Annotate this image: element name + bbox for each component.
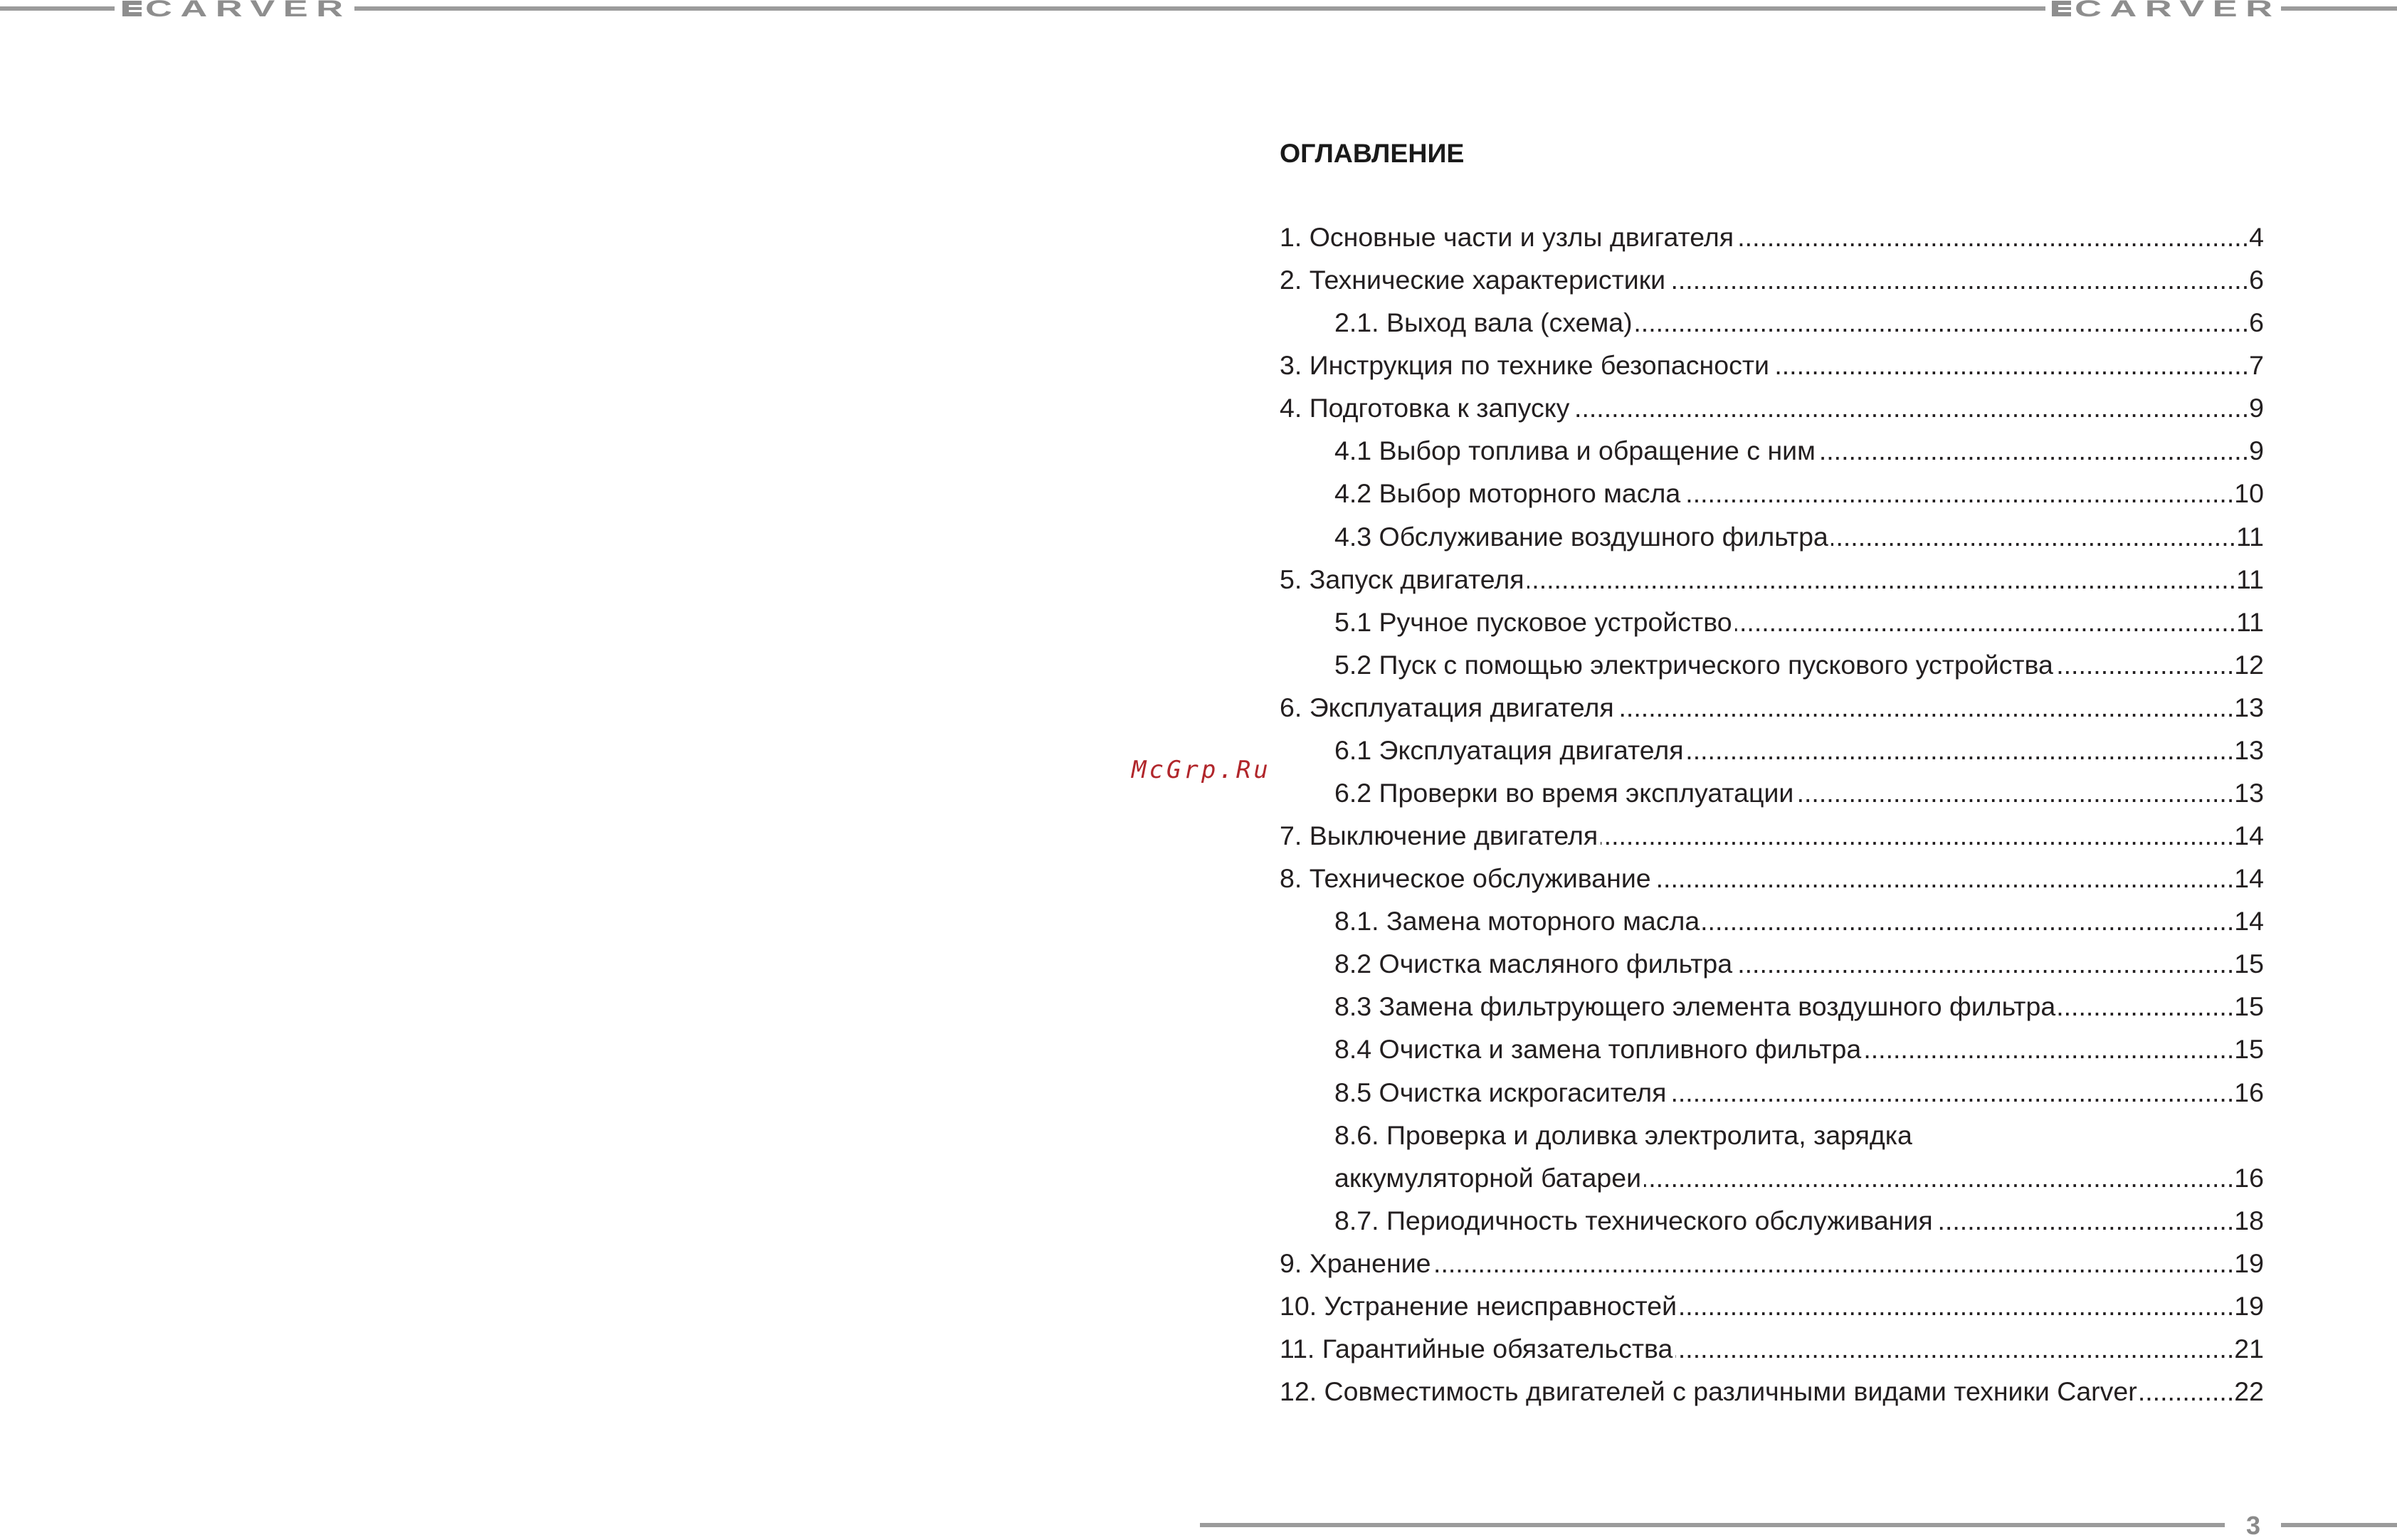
dot-leader	[1831, 515, 2236, 558]
toc-entry	[1280, 1370, 2264, 1413]
toc-subentry-continuation	[1334, 1156, 2264, 1199]
toc-entry-title: 8.2 Очистка масляного фильтра	[1334, 949, 1733, 979]
dot-leader	[1601, 814, 2234, 857]
toc-entry-title: 10. Устранение неисправностей	[1280, 1290, 1677, 1321]
toc-entry-title: 1. Основные части и узлы двигателя	[1280, 222, 1734, 252]
dot-leader	[1683, 472, 2234, 515]
toc-entry	[1280, 1285, 2264, 1327]
dot-leader	[1675, 1327, 2234, 1370]
toc-entry-page: 13	[2234, 734, 2264, 765]
toc-entry-title: 8.1. Замена моторного масла	[1334, 906, 1700, 937]
dot-leader	[1527, 558, 2236, 601]
toc-subentry	[1334, 429, 2264, 472]
carver-logo-mark-icon	[2052, 1, 2071, 16]
toc-entry-title: 8.3 Замена фильтрующего элемента воздушного фильтра	[1334, 991, 2056, 1022]
toc-entry-title: 8.7. Периодичность технического обслуживания	[1334, 1205, 1933, 1235]
toc-entry-page: 4	[2249, 222, 2264, 252]
toc-entry-page: 16	[2234, 1162, 2264, 1193]
toc-entry-page: 18	[2234, 1205, 2264, 1235]
watermark-text: McGrp.Ru	[1132, 756, 1271, 784]
toc-entry-page: 15	[2234, 1034, 2264, 1065]
toc-entry-title: 8.6. Проверка и доливка электролита, зарядка	[1334, 1119, 1912, 1150]
dot-leader	[1680, 1285, 2234, 1327]
toc-entry-page: 13	[2234, 692, 2264, 722]
toc-subentry	[1334, 601, 2264, 643]
toc-entry-title: 8.4 Очистка и замена топливного фильтра	[1334, 1034, 1862, 1065]
dot-leader	[1737, 216, 2249, 258]
page-title: ОГЛАВЛЕНИЕ	[1280, 138, 1465, 168]
carver-logo-mark-icon	[122, 1, 142, 16]
toc-entry-page: 6	[2249, 307, 2264, 338]
dot-leader	[1864, 1028, 2234, 1070]
toc-subentry	[1334, 1028, 2264, 1070]
toc-entry-title: 4. Подготовка к запуску	[1280, 393, 1570, 423]
toc-entry-page: 16	[2234, 1077, 2264, 1107]
dot-leader	[1735, 601, 2236, 643]
toc-entry-title-continued: аккумуляторной батареи	[1334, 1162, 1642, 1193]
toc-subentry	[1334, 985, 2264, 1028]
toc-entry-page: 15	[2234, 949, 2264, 979]
toc-entry-title: 11. Гарантийные обязательства	[1280, 1334, 1673, 1364]
toc-entry-title: 6. Эксплуатация двигателя	[1280, 692, 1614, 722]
toc-entry-title: 4.3 Обслуживание воздушного фильтра	[1334, 521, 1828, 552]
toc-subentry	[1334, 515, 2264, 558]
dot-leader	[2056, 643, 2234, 686]
toc-entry-title: 8.5 Очистка искрогасителя	[1334, 1077, 1667, 1107]
table-of-contents	[0, 216, 2397, 1413]
toc-entry	[1280, 857, 2264, 900]
toc-entry-title: 12. Совместимость двигателей с различными видами техники Carver	[1280, 1376, 2137, 1407]
toc-entry-page: 21	[2234, 1334, 2264, 1364]
toc-entry-page: 12	[2234, 649, 2264, 680]
dot-leader	[1772, 344, 2249, 386]
dot-leader	[1702, 900, 2234, 942]
toc-subentry	[1334, 1071, 2264, 1114]
footer-rule-left	[1200, 1523, 2225, 1527]
toc-entry-page: 14	[2234, 821, 2264, 851]
toc-entry-page: 14	[2234, 906, 2264, 937]
dot-leader	[1434, 1242, 2235, 1285]
toc-entry	[1280, 258, 2264, 301]
dot-leader	[2058, 985, 2234, 1028]
dot-leader	[1669, 1071, 2234, 1114]
toc-subentry	[1334, 1199, 2264, 1242]
toc-subentry	[1334, 643, 2264, 686]
toc-entry-title: 2. Технические характеристики	[1280, 265, 1666, 295]
dot-leader	[1654, 857, 2235, 900]
toc-entry-title: 6.2 Проверки во время эксплуатации	[1334, 778, 1794, 808]
toc-entry-page: 11	[2236, 564, 2264, 594]
dot-leader	[1572, 386, 2249, 429]
toc-entry-page: 10	[2234, 478, 2264, 509]
toc-entry-title: 5.1 Ручное пусковое устройство	[1334, 606, 1732, 637]
dot-leader	[1668, 258, 2249, 301]
header-rule-middle	[354, 6, 2045, 11]
toc-subentry	[1334, 771, 2264, 814]
toc-entry-title: 4.2 Выбор моторного масла	[1334, 478, 1681, 509]
toc-entry	[1280, 1242, 2264, 1285]
dot-leader	[2140, 1370, 2235, 1413]
toc-entry-page: 9	[2249, 393, 2264, 423]
toc-entry-title: 9. Хранение	[1280, 1248, 1431, 1278]
toc-entry-page: 15	[2234, 991, 2264, 1022]
header-rule-right	[2281, 6, 2397, 11]
dot-leader	[1796, 771, 2234, 814]
toc-entry-page: 19	[2234, 1290, 2264, 1321]
toc-entry	[1280, 1327, 2264, 1370]
header-logo-left: CARVER	[145, 0, 352, 21]
toc-subentry	[1334, 942, 2264, 985]
dot-leader	[1617, 686, 2235, 729]
toc-entry	[1280, 814, 2264, 857]
dot-leader	[1818, 429, 2249, 472]
page-number: 3	[2245, 1511, 2261, 1540]
toc-entry-title: 8. Техническое обслуживание	[1280, 863, 1651, 894]
toc-entry-page: 19	[2234, 1248, 2264, 1278]
toc-entry-title: 2.1. Выход вала (схема)	[1334, 307, 1633, 338]
toc-entry-title: 4.1 Выбор топлива и обращение с ним	[1334, 436, 1816, 466]
toc-entry-page: 14	[2234, 863, 2264, 894]
toc-entry-page: 13	[2234, 778, 2264, 808]
toc-entry-title: 3. Инструкция по технике безопасности	[1280, 350, 1769, 381]
toc-subentry	[1334, 301, 2264, 344]
toc-subentry	[1334, 1114, 2264, 1156]
dot-leader	[1735, 942, 2234, 985]
dot-leader	[1635, 301, 2249, 344]
toc-entry-page: 22	[2234, 1376, 2264, 1407]
toc-entry-title: 6.1 Эксплуатация двигателя	[1334, 734, 1684, 765]
toc-entry	[1280, 686, 2264, 729]
header-rule-left	[0, 6, 115, 11]
toc-subentry	[1334, 729, 2264, 771]
toc-entry	[1280, 558, 2264, 601]
toc-subentry	[1334, 900, 2264, 942]
toc-entry-title: 5. Запуск двигателя	[1280, 564, 1524, 594]
footer-rule-right	[2281, 1523, 2397, 1527]
toc-subentry	[1334, 472, 2264, 515]
toc-entry-page: 9	[2249, 436, 2264, 466]
toc-entry	[1280, 344, 2264, 386]
toc-entry-page: 6	[2249, 265, 2264, 295]
header-logo-right: CARVER	[2075, 0, 2281, 21]
toc-entry	[1280, 386, 2264, 429]
toc-entry-page: 11	[2236, 606, 2264, 637]
toc-entry-title: 5.2 Пуск с помощью электрического пускового устройства	[1334, 649, 2053, 680]
dot-leader	[1644, 1156, 2234, 1199]
toc-entry-page: 7	[2249, 350, 2264, 381]
dot-leader	[1936, 1199, 2235, 1242]
dot-leader	[1687, 729, 2235, 771]
toc-entry-title: 7. Выключение двигателя	[1280, 821, 1598, 851]
toc-entry	[1280, 216, 2264, 258]
toc-entry-page: 11	[2236, 521, 2264, 552]
